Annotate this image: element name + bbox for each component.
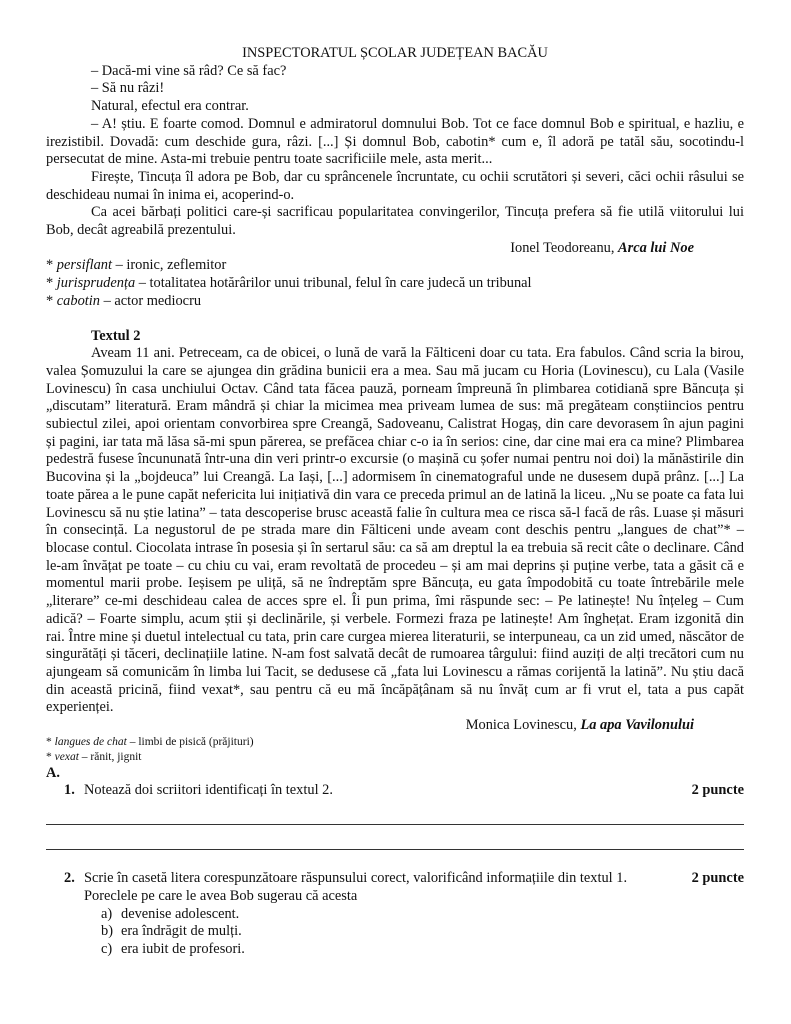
question-number: 1. — [64, 782, 75, 799]
footnote: * jurisprudența – totalitatea hotărârilor unui tribunal, felul în care judecă un tribunal — [46, 275, 532, 292]
question-2 — [46, 870, 744, 888]
question-text: Scrie în casetă litera corespunzătoare răspunsului corect, valorificând informațiile din textul 1. — [84, 870, 628, 887]
text-title: Textul 2 — [91, 327, 141, 344]
page-header: INSPECTORATUL ȘCOLAR JUDEȚEAN BACĂU — [242, 45, 548, 61]
question-stem: Poreclele pe care le avea Bob sugerau că acesta — [84, 887, 358, 904]
footnote-def: – totalitatea hotărârilor unui tribunal, felul în care judecă un tribunal — [135, 275, 532, 292]
footnote: * persiflant – ironic, zeflemitor — [46, 257, 227, 274]
paragraph: Aveam 11 ani. Petreceam, ca de obicei, o lună de vară la Fălticeni doar cu tata. Era fabulos. Când scria la birou, valea Șomuzului la care se ajungea din grădina bunicii era a mea. Sau mă jucam cu Horia (Lovinescu), cu Lala (Vasile Lovinescu) în casa unchiului Octav. Când tata făcea pauză, porneam împreună în plimbarea cotidiană spre Băncuța și „discutam” literatură. Eram mândră și chiar la micimea mea priveam lumea de sus: mă pregăteam conștiincios pentru subiectul zilei, apoi orientam convorbirea spre Creangă, Sadoveanu, Calistrat Hogaș, din care devorasem în ajun pagini și pagini, iar tata mă lăsa să-mi spun părerea, se prefăcea chiar c-o ia în serios: cine, dar cine mai era ca mine? Plimbarea pedestră fusese încununată într-una din veri printr-o excursie (o mașină cu șofer numai pentru noi doi) la mănăstirile din Bucovina și la „bojdeuca” lui Creangă. La Iași, [...] adormisem în cinematograful unde ne dusesem după prânz. [...] La toate părea a le pune capăt nefericita lui inițiativă din vara ce preceda primul an de latină la liceu. „Nu se poate ca fata lui Lovinescu să nu știe latina” – tata descoperise brusc această falie în cultura mea ce risca să-l facă de râs. Luase și măsuri în consecință. La negustorul de pe strada mare din Fălticeni unde aveam cont deschis pentru „langues de chat”* – blocase contul. Ciocolata intrase în posesia și în sertarul său: ca să am dreptul la ea trebuia să recit câte o declinare. Când le-am învățat pe toate – cu chiu cu vai, eram revoltată de procedeu – și am mai deprins și puține verbe, tata a găsit că e momentul marii probe. Ieșisem pe uliță, să ne îndreptăm spre Băncuța, eu gata împodobită cu toate întrebările mele „literare” ce-mi deschideau calea de acces spre el. Îi pun prima, îmi răspunde sec: – Pe latinește! Nu înțeleg – Cum adică? – Foarte simplu, acum știi și declinările, și verbele. Formezi fraza pe latinește! Am înghețat. Eram izgonită din rai. Între mine și duetul intelectual cu tata, prin care curgea mierea literaturii, se interpuneau, ca un zid umed, născător de singurătăți și tăceri, declinațiile latine. N-am fost salvată decât de rumoarea târgului: fiind auziți de alți trecători cum nu ajungeam să comunicăm în limba lui Tacit, se dedusese că „fata lui Lovinescu a rămas corijentă la latină”. Nu știu dacă din această pricină, fiind vexat*, sau pentru că eu mă încăpățânam să nu învăț cum ar fi vrut el, tata a pus capăt experienței. — [46, 345, 744, 716]
option-text: era iubit de profesori. — [121, 940, 245, 957]
footnote-term: cabotin — [56, 292, 100, 309]
answer-line[interactable] — [46, 800, 744, 825]
option-letter: c) — [101, 940, 113, 957]
option-c — [46, 941, 744, 959]
dialog-line: Natural, efectul era contrar. — [91, 98, 249, 115]
footnote-term: persiflant — [56, 257, 112, 274]
section-label: A. — [46, 764, 60, 781]
footnote-def: – actor mediocru — [99, 292, 202, 309]
option-letter: b) — [101, 923, 113, 940]
paragraph: – A! știu. E foarte comod. Domnul e admiratorul domnului Bob. Tot ce face domnul Bob e spiritual, e hazliu, e irezistibil. Dovadă: cum deschide gura, râzi. [...] Și domnul Bob, cabotin* cum e, îl adoră pe tatăl său, socotindu-l persecutat de mine. Asta-mi trebuie pentru toate sacrificiile mele, asta merit... — [46, 115, 744, 168]
footnote: * langues de chat – limbi de pisică (prăjituri) — [46, 735, 254, 748]
footnote-term: vexat — [54, 750, 79, 763]
author: Monica Lovinescu, — [465, 717, 581, 734]
footnote-def: – rănit, jignit — [78, 750, 142, 763]
dialog-line: – Dacă-mi vine să râd? Ce să fac? — [91, 62, 287, 79]
option-a — [46, 906, 744, 924]
question-number: 2. — [64, 870, 75, 887]
option-text: devenise adolescent. — [121, 905, 240, 922]
paragraph: Firește, Tincuța îl adora pe Bob, dar cu sprâncenele încruntate, cu ochii scrutători și severi, căci ochii râsului se deschideau numai în inima ei, acoperind-o. — [46, 168, 744, 203]
footnote-def: – limbi de pisică (prăjituri) — [126, 735, 254, 748]
text-2 — [46, 328, 744, 765]
work-title: Arca lui Noe — [618, 239, 694, 256]
footnote: * cabotin – actor mediocru — [46, 292, 202, 309]
work-title: La apa Vavilonului — [580, 717, 694, 734]
source-citation — [46, 717, 744, 735]
option-b — [46, 923, 744, 941]
paragraph: Ca acei bărbați politici care-și sacrificau popularitatea convingerilor, Tincuța prefera să fie utilă viitorului lui Bob, decât agreabilă prezentului. — [46, 204, 744, 239]
question-points: 2 puncte — [691, 782, 744, 799]
option-text: era îndrăgit de mulți. — [121, 923, 242, 940]
footnote-def: – ironic, zeflemitor — [111, 257, 227, 274]
question-points: 2 puncte — [691, 870, 744, 887]
option-letter: a) — [101, 905, 113, 922]
dialog-line: – Să nu râzi! — [91, 80, 165, 97]
author: Ionel Teodoreanu, — [510, 239, 619, 256]
footnote-term: langues de chat — [54, 735, 127, 748]
source-citation — [46, 240, 744, 258]
exam-page — [46, 45, 744, 959]
text-1 — [46, 63, 744, 311]
question-1 — [46, 782, 744, 800]
answer-line[interactable] — [46, 825, 744, 850]
question-text: Notează doi scriitori identificați în textul 2. — [84, 782, 333, 799]
footnote: * vexat – rănit, jignit — [46, 750, 142, 763]
footnote-term: jurisprudența — [56, 275, 136, 292]
